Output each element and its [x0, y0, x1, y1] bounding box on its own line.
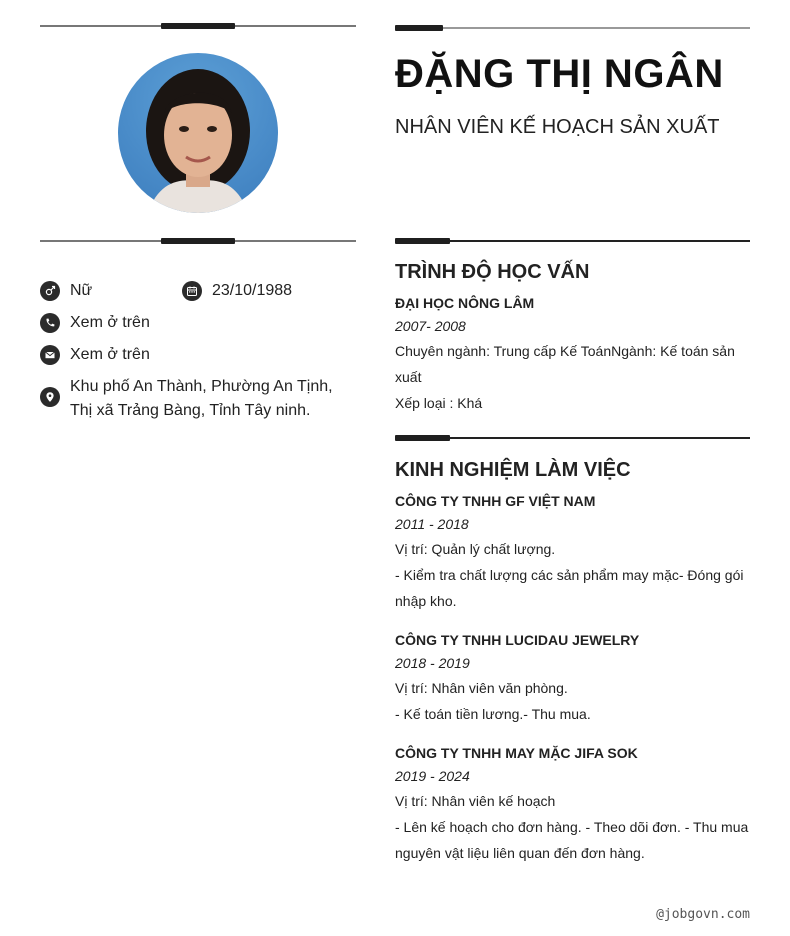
- gender-icon: [40, 281, 60, 301]
- calendar-icon: [182, 281, 202, 301]
- experience-period: 2011 - 2018: [395, 516, 469, 532]
- header-rule: [395, 27, 750, 29]
- experience-period: 2018 - 2019: [395, 655, 470, 671]
- experience-period: 2019 - 2024: [395, 768, 470, 784]
- experience-position: Vị trí: Quản lý chất lượng.: [395, 541, 556, 557]
- candidate-title: NHÂN VIÊN KẾ HOẠCH SẢN XUẤT: [395, 116, 720, 138]
- education-school: ĐẠI HỌC NÔNG LÂM: [395, 295, 535, 311]
- left-top-rule-accent: [161, 23, 235, 29]
- experience-entry: [395, 490, 750, 614]
- gender-value: Nữ: [70, 282, 93, 299]
- experience-duties: - Kiểm tra chất lượng các sản phẩm may mặc- Đóng gói nhập kho.: [395, 567, 744, 609]
- experience-rule-accent: [395, 435, 450, 441]
- email-value: Xem ở trên: [70, 346, 150, 363]
- education-grade: Xếp loại : Khá: [395, 395, 483, 411]
- education-major: Chuyên ngành: Trung cấp Kế ToánNgành: Kế toán sản xuất: [395, 343, 735, 385]
- experience-company: CÔNG TY TNHH GF VIỆT NAM: [395, 493, 596, 509]
- birthday-value: 23/10/1988: [212, 282, 293, 299]
- phone-icon: [40, 313, 60, 333]
- experience-title: KINH NGHIỆM LÀM VIỆC: [395, 459, 631, 481]
- experience-position: Vị trí: Nhân viên kế hoạch: [395, 793, 556, 809]
- address-value: Khu phố An Thành, Phường An Tịnh, Thị xã Trảng Bàng, Tỉnh Tây ninh.: [70, 378, 333, 419]
- education-title: TRÌNH ĐỘ HỌC VẤN: [395, 261, 590, 283]
- candidate-name: ĐẶNG THỊ NGÂN: [395, 52, 724, 96]
- contact-phone: [40, 311, 150, 335]
- experience-company: CÔNG TY TNHH MAY MẶC JIFA SOK: [395, 745, 638, 761]
- avatar: [118, 53, 278, 213]
- phone-value: Xem ở trên: [70, 314, 150, 331]
- mail-icon: [40, 345, 60, 365]
- experience-duties: - Kế toán tiền lương.- Thu mua.: [395, 706, 591, 722]
- contact-email: [40, 343, 150, 367]
- header-rule-accent: [395, 25, 443, 31]
- avatar-portrait-icon: [118, 53, 278, 213]
- education-rule-accent: [395, 238, 450, 244]
- left-bottom-rule-accent: [161, 238, 235, 244]
- education-entry: [395, 292, 750, 416]
- experience-company: CÔNG TY TNHH LUCIDAU JEWELRY: [395, 632, 640, 648]
- experience-duties: - Lên kế hoạch cho đơn hàng. - Theo dõi đơn. - Thu mua nguyên vật liệu liên quan đến đơn hàng.: [395, 819, 749, 861]
- contact-address: [40, 375, 356, 423]
- experience-entry: [395, 629, 750, 727]
- contact-birthday: [182, 279, 292, 303]
- experience-entry: [395, 742, 750, 866]
- location-pin-icon: [40, 387, 60, 407]
- watermark: @jobgovn.com: [656, 907, 750, 922]
- education-period: 2007- 2008: [395, 318, 466, 334]
- contact-gender: [40, 279, 92, 303]
- experience-position: Vị trí: Nhân viên văn phòng.: [395, 680, 568, 696]
